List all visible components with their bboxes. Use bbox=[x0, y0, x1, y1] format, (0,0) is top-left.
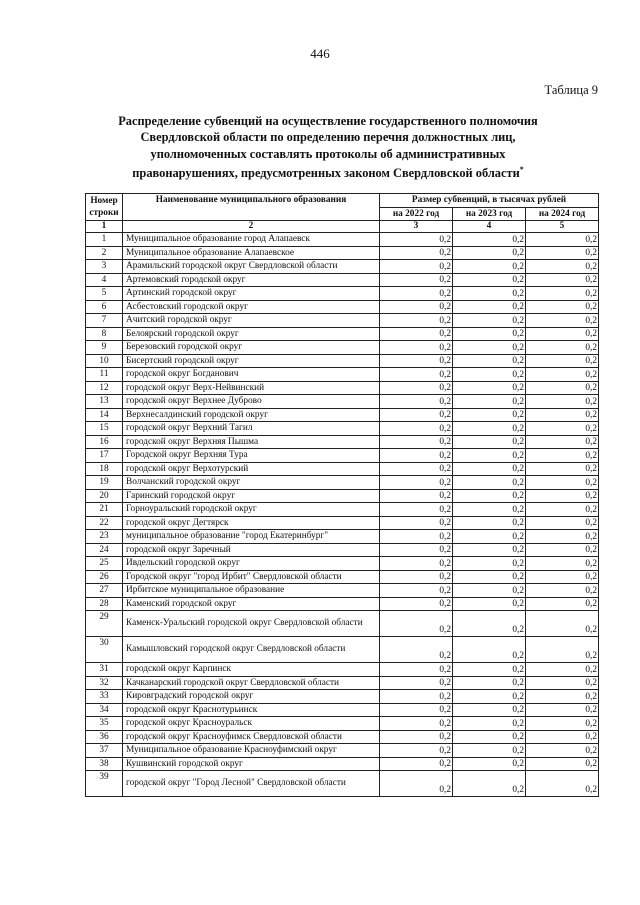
value-2024: 0,2 bbox=[526, 273, 599, 287]
header-amount: Размер субвенций, в тысячах рублей bbox=[380, 194, 599, 208]
municipality-name: Муниципальное образование город Алапаевск bbox=[123, 233, 380, 247]
value-2023: 0,2 bbox=[453, 489, 526, 503]
value-2023: 0,2 bbox=[453, 717, 526, 731]
row-number: 25 bbox=[86, 557, 123, 571]
value-2022: 0,2 bbox=[380, 489, 453, 503]
value-2024: 0,2 bbox=[526, 246, 599, 260]
value-2024: 0,2 bbox=[526, 730, 599, 744]
row-number: 11 bbox=[86, 368, 123, 382]
table-row bbox=[86, 703, 599, 717]
value-2024: 0,2 bbox=[526, 233, 599, 247]
table-row bbox=[86, 717, 599, 731]
value-2022: 0,2 bbox=[380, 676, 453, 690]
header-year-2022: на 2022 год bbox=[380, 207, 453, 221]
value-2022: 0,2 bbox=[380, 597, 453, 611]
row-number: 12 bbox=[86, 381, 123, 395]
value-2023: 0,2 bbox=[453, 771, 526, 797]
column-index: 2 bbox=[123, 221, 380, 233]
municipality-name: Верхнесалдинский городской округ bbox=[123, 408, 380, 422]
footnote-mark: * bbox=[519, 164, 524, 174]
header-row-number: Номер строки bbox=[86, 194, 123, 221]
table-row bbox=[86, 422, 599, 436]
table-row bbox=[86, 341, 599, 355]
table-row bbox=[86, 530, 599, 544]
value-2024: 0,2 bbox=[526, 449, 599, 463]
row-number: 27 bbox=[86, 584, 123, 598]
header-municipality: Наименование муниципального образования bbox=[123, 194, 380, 221]
municipality-name: Волчанский городской округ bbox=[123, 476, 380, 490]
value-2022: 0,2 bbox=[380, 557, 453, 571]
municipality-name: Качканарский городской округ Свердловской области bbox=[123, 676, 380, 690]
municipality-name: Камышловский городской округ Свердловской области bbox=[123, 637, 380, 663]
table-row bbox=[86, 690, 599, 704]
municipality-name: Ачитский городской округ bbox=[123, 314, 380, 328]
value-2022: 0,2 bbox=[380, 381, 453, 395]
table-body bbox=[86, 233, 599, 797]
row-number: 23 bbox=[86, 530, 123, 544]
municipality-name: Каменский городской округ bbox=[123, 597, 380, 611]
value-2023: 0,2 bbox=[453, 757, 526, 771]
value-2022: 0,2 bbox=[380, 462, 453, 476]
row-number: 29 bbox=[86, 611, 123, 637]
table-row bbox=[86, 771, 599, 797]
municipality-name: Горноуральский городской округ bbox=[123, 503, 380, 517]
municipality-name: Белоярский городской округ bbox=[123, 327, 380, 341]
value-2024: 0,2 bbox=[526, 771, 599, 797]
table-row bbox=[86, 744, 599, 758]
table-row bbox=[86, 516, 599, 530]
row-number: 34 bbox=[86, 703, 123, 717]
municipality-name: Каменск-Уральский городской округ Свердловской области bbox=[123, 611, 380, 637]
table-row bbox=[86, 503, 599, 517]
municipality-name: Муниципальное образование Алапаевское bbox=[123, 246, 380, 260]
municipality-name: городской округ Верхняя Пышма bbox=[123, 435, 380, 449]
value-2024: 0,2 bbox=[526, 543, 599, 557]
value-2024: 0,2 bbox=[526, 327, 599, 341]
row-number: 38 bbox=[86, 757, 123, 771]
column-index: 5 bbox=[526, 221, 599, 233]
page-number: 446 bbox=[310, 46, 330, 61]
table-row bbox=[86, 663, 599, 677]
value-2023: 0,2 bbox=[453, 530, 526, 544]
row-number: 13 bbox=[86, 395, 123, 409]
row-number: 6 bbox=[86, 300, 123, 314]
municipality-name: Артинский городской округ bbox=[123, 287, 380, 301]
value-2023: 0,2 bbox=[453, 503, 526, 517]
municipality-name: Муниципальное образование Красноуфимский округ bbox=[123, 744, 380, 758]
table-row bbox=[86, 597, 599, 611]
table-row bbox=[86, 543, 599, 557]
table-row bbox=[86, 408, 599, 422]
row-number: 28 bbox=[86, 597, 123, 611]
value-2024: 0,2 bbox=[526, 260, 599, 274]
value-2022: 0,2 bbox=[380, 368, 453, 382]
value-2024: 0,2 bbox=[526, 703, 599, 717]
value-2023: 0,2 bbox=[453, 233, 526, 247]
value-2023: 0,2 bbox=[453, 435, 526, 449]
row-number: 16 bbox=[86, 435, 123, 449]
value-2023: 0,2 bbox=[453, 354, 526, 368]
value-2024: 0,2 bbox=[526, 408, 599, 422]
row-number: 7 bbox=[86, 314, 123, 328]
value-2023: 0,2 bbox=[453, 287, 526, 301]
value-2023: 0,2 bbox=[453, 557, 526, 571]
table-row bbox=[86, 570, 599, 584]
subvention-table bbox=[85, 193, 599, 797]
value-2023: 0,2 bbox=[453, 368, 526, 382]
value-2024: 0,2 bbox=[526, 557, 599, 571]
column-index-row bbox=[86, 221, 599, 233]
table-row bbox=[86, 462, 599, 476]
row-number: 10 bbox=[86, 354, 123, 368]
municipality-name: городской округ "Город Лесной" Свердловской области bbox=[123, 771, 380, 797]
value-2024: 0,2 bbox=[526, 435, 599, 449]
row-number: 19 bbox=[86, 476, 123, 490]
value-2022: 0,2 bbox=[380, 287, 453, 301]
municipality-name: Гаринский городской округ bbox=[123, 489, 380, 503]
value-2023: 0,2 bbox=[453, 327, 526, 341]
value-2023: 0,2 bbox=[453, 703, 526, 717]
row-number: 18 bbox=[86, 462, 123, 476]
row-number: 20 bbox=[86, 489, 123, 503]
row-number: 5 bbox=[86, 287, 123, 301]
value-2023: 0,2 bbox=[453, 381, 526, 395]
table-row bbox=[86, 314, 599, 328]
value-2024: 0,2 bbox=[526, 516, 599, 530]
municipality-name: городской округ Карпинск bbox=[123, 663, 380, 677]
row-number: 15 bbox=[86, 422, 123, 436]
value-2022: 0,2 bbox=[380, 449, 453, 463]
value-2023: 0,2 bbox=[453, 462, 526, 476]
table-row bbox=[86, 676, 599, 690]
municipality-name: городской округ Красноуфимск Свердловской области bbox=[123, 730, 380, 744]
column-index: 4 bbox=[453, 221, 526, 233]
value-2024: 0,2 bbox=[526, 300, 599, 314]
value-2023: 0,2 bbox=[453, 449, 526, 463]
value-2024: 0,2 bbox=[526, 597, 599, 611]
row-number: 2 bbox=[86, 246, 123, 260]
value-2024: 0,2 bbox=[526, 637, 599, 663]
table-row bbox=[86, 489, 599, 503]
value-2022: 0,2 bbox=[380, 690, 453, 704]
row-number: 26 bbox=[86, 570, 123, 584]
table-row bbox=[86, 557, 599, 571]
municipality-name: Ивдельский городской округ bbox=[123, 557, 380, 571]
value-2024: 0,2 bbox=[526, 489, 599, 503]
value-2024: 0,2 bbox=[526, 381, 599, 395]
value-2022: 0,2 bbox=[380, 435, 453, 449]
value-2023: 0,2 bbox=[453, 341, 526, 355]
table-row bbox=[86, 273, 599, 287]
table-label: Таблица 9 bbox=[544, 83, 598, 97]
table-row bbox=[86, 611, 599, 637]
row-number: 14 bbox=[86, 408, 123, 422]
table-row bbox=[86, 354, 599, 368]
value-2024: 0,2 bbox=[526, 690, 599, 704]
header-year-2024: на 2024 год bbox=[526, 207, 599, 221]
value-2022: 0,2 bbox=[380, 757, 453, 771]
table-row bbox=[86, 449, 599, 463]
value-2022: 0,2 bbox=[380, 341, 453, 355]
value-2022: 0,2 bbox=[380, 744, 453, 758]
value-2024: 0,2 bbox=[526, 368, 599, 382]
row-number: 33 bbox=[86, 690, 123, 704]
value-2023: 0,2 bbox=[453, 584, 526, 598]
municipality-name: городской округ Краснотурьинск bbox=[123, 703, 380, 717]
value-2024: 0,2 bbox=[526, 570, 599, 584]
table-row bbox=[86, 757, 599, 771]
municipality-name: Артемовский городской округ bbox=[123, 273, 380, 287]
row-number: 4 bbox=[86, 273, 123, 287]
value-2022: 0,2 bbox=[380, 354, 453, 368]
value-2022: 0,2 bbox=[380, 233, 453, 247]
table-row bbox=[86, 584, 599, 598]
value-2024: 0,2 bbox=[526, 744, 599, 758]
value-2022: 0,2 bbox=[380, 422, 453, 436]
value-2024: 0,2 bbox=[526, 530, 599, 544]
value-2023: 0,2 bbox=[453, 314, 526, 328]
value-2022: 0,2 bbox=[380, 543, 453, 557]
value-2022: 0,2 bbox=[380, 637, 453, 663]
table-row bbox=[86, 260, 599, 274]
table-row bbox=[86, 381, 599, 395]
table-row bbox=[86, 327, 599, 341]
value-2022: 0,2 bbox=[380, 260, 453, 274]
municipality-name: городской округ Верх-Нейвинский bbox=[123, 381, 380, 395]
value-2024: 0,2 bbox=[526, 314, 599, 328]
table-row bbox=[86, 233, 599, 247]
value-2024: 0,2 bbox=[526, 395, 599, 409]
value-2022: 0,2 bbox=[380, 771, 453, 797]
value-2022: 0,2 bbox=[380, 503, 453, 517]
value-2022: 0,2 bbox=[380, 730, 453, 744]
value-2024: 0,2 bbox=[526, 354, 599, 368]
value-2022: 0,2 bbox=[380, 717, 453, 731]
row-number: 36 bbox=[86, 730, 123, 744]
value-2023: 0,2 bbox=[453, 395, 526, 409]
value-2022: 0,2 bbox=[380, 300, 453, 314]
value-2024: 0,2 bbox=[526, 584, 599, 598]
title-line: уполномоченных составлять протоколы об административных bbox=[150, 146, 506, 161]
header-year-2023: на 2023 год bbox=[453, 207, 526, 221]
municipality-name: Арамильский городской округ Свердловской области bbox=[123, 260, 380, 274]
value-2024: 0,2 bbox=[526, 611, 599, 637]
title-line: Распределение субвенций на осуществление государственного полномочия bbox=[118, 114, 538, 128]
row-number: 22 bbox=[86, 516, 123, 530]
column-index: 3 bbox=[380, 221, 453, 233]
row-number: 30 bbox=[86, 637, 123, 663]
municipality-name: Кировградский городской округ bbox=[123, 690, 380, 704]
table-row bbox=[86, 730, 599, 744]
value-2024: 0,2 bbox=[526, 717, 599, 731]
value-2023: 0,2 bbox=[453, 637, 526, 663]
value-2023: 0,2 bbox=[453, 273, 526, 287]
value-2023: 0,2 bbox=[453, 422, 526, 436]
municipality-name: Кушвинский городской округ bbox=[123, 757, 380, 771]
row-number: 9 bbox=[86, 341, 123, 355]
municipality-name: Городской округ "город Ирбит" Свердловской области bbox=[123, 570, 380, 584]
value-2022: 0,2 bbox=[380, 584, 453, 598]
value-2023: 0,2 bbox=[453, 516, 526, 530]
table-row bbox=[86, 395, 599, 409]
value-2023: 0,2 bbox=[453, 408, 526, 422]
value-2024: 0,2 bbox=[526, 341, 599, 355]
value-2022: 0,2 bbox=[380, 314, 453, 328]
value-2022: 0,2 bbox=[380, 246, 453, 260]
value-2024: 0,2 bbox=[526, 287, 599, 301]
municipality-name: Ирбитское муниципальное образование bbox=[123, 584, 380, 598]
value-2022: 0,2 bbox=[380, 273, 453, 287]
row-number: 8 bbox=[86, 327, 123, 341]
row-number: 39 bbox=[86, 771, 123, 797]
table-row bbox=[86, 368, 599, 382]
value-2023: 0,2 bbox=[453, 676, 526, 690]
row-number: 32 bbox=[86, 676, 123, 690]
row-number: 37 bbox=[86, 744, 123, 758]
municipality-name: Березовский городской округ bbox=[123, 341, 380, 355]
value-2022: 0,2 bbox=[380, 663, 453, 677]
municipality-name: городской округ Верхотурский bbox=[123, 462, 380, 476]
value-2024: 0,2 bbox=[526, 503, 599, 517]
municipality-name: городской округ Красноуральск bbox=[123, 717, 380, 731]
value-2024: 0,2 bbox=[526, 676, 599, 690]
value-2023: 0,2 bbox=[453, 300, 526, 314]
row-number: 21 bbox=[86, 503, 123, 517]
row-number: 1 bbox=[86, 233, 123, 247]
row-number: 35 bbox=[86, 717, 123, 731]
document-title bbox=[100, 113, 556, 181]
value-2022: 0,2 bbox=[380, 611, 453, 637]
value-2022: 0,2 bbox=[380, 530, 453, 544]
title-line-text: правонарушениях, предусмотренных законом Свердловской области bbox=[132, 166, 520, 181]
value-2023: 0,2 bbox=[453, 570, 526, 584]
value-2022: 0,2 bbox=[380, 327, 453, 341]
table-row bbox=[86, 476, 599, 490]
table-row bbox=[86, 246, 599, 260]
value-2023: 0,2 bbox=[453, 543, 526, 557]
value-2023: 0,2 bbox=[453, 744, 526, 758]
value-2024: 0,2 bbox=[526, 757, 599, 771]
value-2023: 0,2 bbox=[453, 730, 526, 744]
value-2024: 0,2 bbox=[526, 462, 599, 476]
table-row bbox=[86, 435, 599, 449]
municipality-name: муниципальное образование "город Екатеринбург" bbox=[123, 530, 380, 544]
value-2023: 0,2 bbox=[453, 260, 526, 274]
value-2022: 0,2 bbox=[380, 570, 453, 584]
value-2024: 0,2 bbox=[526, 663, 599, 677]
municipality-name: городской округ Заречный bbox=[123, 543, 380, 557]
value-2022: 0,2 bbox=[380, 703, 453, 717]
table-row bbox=[86, 637, 599, 663]
value-2023: 0,2 bbox=[453, 476, 526, 490]
municipality-name: Бисертский городской округ bbox=[123, 354, 380, 368]
municipality-name: городской округ Богданович bbox=[123, 368, 380, 382]
table-row bbox=[86, 287, 599, 301]
row-number: 31 bbox=[86, 663, 123, 677]
municipality-name: городской округ Верхний Тагил bbox=[123, 422, 380, 436]
row-number: 24 bbox=[86, 543, 123, 557]
value-2023: 0,2 bbox=[453, 690, 526, 704]
municipality-name: Асбестовский городской округ bbox=[123, 300, 380, 314]
value-2023: 0,2 bbox=[453, 611, 526, 637]
municipality-name: городской округ Верхнее Дуброво bbox=[123, 395, 380, 409]
title-line: Свердловской области по определению перечня должностных лиц, bbox=[140, 130, 516, 145]
table-row bbox=[86, 300, 599, 314]
row-number: 3 bbox=[86, 260, 123, 274]
value-2022: 0,2 bbox=[380, 395, 453, 409]
value-2022: 0,2 bbox=[380, 476, 453, 490]
value-2022: 0,2 bbox=[380, 516, 453, 530]
row-number: 17 bbox=[86, 449, 123, 463]
municipality-name: городской округ Дегтярск bbox=[123, 516, 380, 530]
value-2022: 0,2 bbox=[380, 408, 453, 422]
value-2023: 0,2 bbox=[453, 597, 526, 611]
value-2023: 0,2 bbox=[453, 663, 526, 677]
municipality-name: Городской округ Верхняя Тура bbox=[123, 449, 380, 463]
value-2023: 0,2 bbox=[453, 246, 526, 260]
value-2024: 0,2 bbox=[526, 476, 599, 490]
value-2024: 0,2 bbox=[526, 422, 599, 436]
column-index: 1 bbox=[86, 221, 123, 233]
title-line bbox=[100, 162, 556, 181]
